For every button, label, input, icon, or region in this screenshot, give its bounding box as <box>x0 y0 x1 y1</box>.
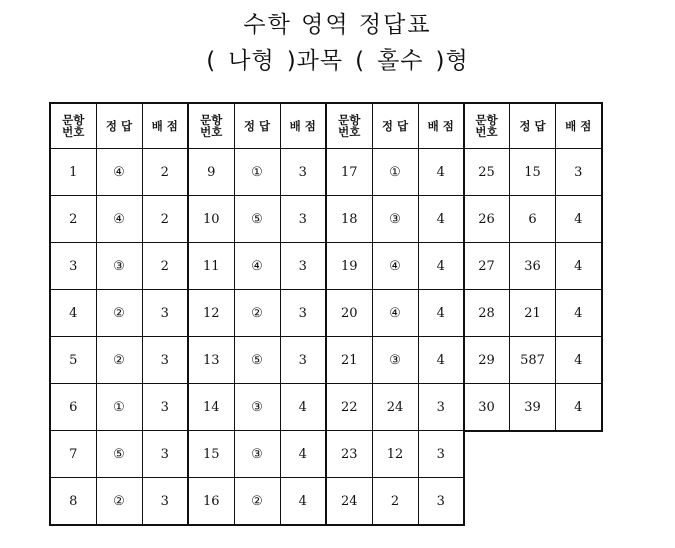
points-cell: 3 <box>280 290 326 337</box>
header-answer: 정 답 <box>372 103 418 149</box>
points-cell: 3 <box>280 196 326 243</box>
table-row <box>50 478 464 526</box>
header-number-label: 문항 번호 <box>200 113 223 139</box>
header-row <box>50 103 464 149</box>
points-cell: 3 <box>280 243 326 290</box>
exam-parity: 홀수 <box>377 48 424 74</box>
answer-cell: ① <box>96 384 142 431</box>
answer-cell: ④ <box>372 290 418 337</box>
points-cell: 3 <box>142 384 188 431</box>
table-row <box>464 337 602 384</box>
answer-cell: ④ <box>234 243 280 290</box>
answer-cell: ① <box>234 149 280 196</box>
answer-cell: ⑤ <box>234 337 280 384</box>
question-number: 25 <box>464 149 510 196</box>
question-number: 24 <box>326 478 372 526</box>
header-answer: 정 답 <box>234 103 280 149</box>
table-row <box>464 384 602 432</box>
points-cell: 2 <box>142 196 188 243</box>
table-row <box>50 243 464 290</box>
header-row <box>464 103 602 149</box>
subtitle-close-paren-type: )형 <box>435 48 469 74</box>
header-answer: 정 답 <box>510 103 556 149</box>
answer-cell: ③ <box>234 384 280 431</box>
answer-cell: 6 <box>510 196 556 243</box>
table-row <box>464 290 602 337</box>
header-number-label: 문항 번호 <box>62 113 85 139</box>
answer-cell: ① <box>372 149 418 196</box>
table-row <box>50 384 464 431</box>
subtitle-close-paren-subject: )과목 <box>286 48 344 74</box>
table-row <box>464 149 602 196</box>
points-cell: 4 <box>280 384 326 431</box>
question-number: 17 <box>326 149 372 196</box>
points-cell: 4 <box>280 478 326 526</box>
question-number: 8 <box>50 478 96 526</box>
question-number: 1 <box>50 149 96 196</box>
answer-cell: 15 <box>510 149 556 196</box>
header-number-label: 문항 번호 <box>338 113 361 139</box>
question-number: 13 <box>188 337 234 384</box>
question-number: 23 <box>326 431 372 478</box>
header-number <box>188 103 234 149</box>
answer-cell: ③ <box>372 196 418 243</box>
question-number: 14 <box>188 384 234 431</box>
points-cell: 3 <box>280 149 326 196</box>
answer-cell: ③ <box>96 243 142 290</box>
points-cell: 3 <box>142 431 188 478</box>
question-number: 15 <box>188 431 234 478</box>
answer-cell: ④ <box>96 149 142 196</box>
question-number: 30 <box>464 384 510 432</box>
points-cell: 3 <box>142 337 188 384</box>
answer-cell: ② <box>96 337 142 384</box>
points-cell: 4 <box>556 337 602 384</box>
points-cell: 3 <box>556 149 602 196</box>
header-points: 배 점 <box>280 103 326 149</box>
question-number: 28 <box>464 290 510 337</box>
table-row <box>50 290 464 337</box>
header-number-label: 문항 번호 <box>475 113 498 139</box>
question-number: 19 <box>326 243 372 290</box>
question-number: 7 <box>50 431 96 478</box>
points-cell: 3 <box>280 337 326 384</box>
question-number: 3 <box>50 243 96 290</box>
answer-cell: ④ <box>96 196 142 243</box>
answer-cell: 587 <box>510 337 556 384</box>
table-row <box>464 196 602 243</box>
page-title: 수학 영역 정답표 <box>243 12 432 38</box>
question-number: 20 <box>326 290 372 337</box>
question-number: 11 <box>188 243 234 290</box>
points-cell: 4 <box>418 149 464 196</box>
question-number: 12 <box>188 290 234 337</box>
question-number: 4 <box>50 290 96 337</box>
subtitle-open-paren-2: ( <box>355 48 366 74</box>
answer-cell: 2 <box>372 478 418 526</box>
answer-cell: ③ <box>372 337 418 384</box>
answer-cell: 21 <box>510 290 556 337</box>
answer-cell: ③ <box>234 431 280 478</box>
answer-cell: ② <box>96 478 142 526</box>
question-number: 16 <box>188 478 234 526</box>
question-number: 10 <box>188 196 234 243</box>
table-row <box>50 431 464 478</box>
table-row <box>50 337 464 384</box>
points-cell: 3 <box>142 478 188 526</box>
answer-cell: ⑤ <box>96 431 142 478</box>
header-number <box>326 103 372 149</box>
question-number: 27 <box>464 243 510 290</box>
points-cell: 3 <box>418 478 464 526</box>
question-number: 6 <box>50 384 96 431</box>
table-row <box>50 196 464 243</box>
answer-cell: ② <box>234 290 280 337</box>
points-cell: 4 <box>556 384 602 432</box>
answer-table-right <box>463 102 603 432</box>
answer-cell: ② <box>96 290 142 337</box>
answer-cell: 36 <box>510 243 556 290</box>
points-cell: 3 <box>142 290 188 337</box>
points-cell: 4 <box>418 196 464 243</box>
points-cell: 4 <box>556 196 602 243</box>
points-cell: 4 <box>418 337 464 384</box>
header-points: 배 점 <box>418 103 464 149</box>
answer-cell: 12 <box>372 431 418 478</box>
points-cell: 4 <box>556 290 602 337</box>
question-number: 22 <box>326 384 372 431</box>
question-number: 9 <box>188 149 234 196</box>
answer-cell: 39 <box>510 384 556 432</box>
header-points: 배 점 <box>556 103 602 149</box>
points-cell: 3 <box>418 431 464 478</box>
answer-cell: ② <box>234 478 280 526</box>
points-cell: 4 <box>418 243 464 290</box>
points-cell: 4 <box>556 243 602 290</box>
answer-cell: ④ <box>372 243 418 290</box>
header-points: 배 점 <box>142 103 188 149</box>
answer-table-left <box>49 102 465 526</box>
points-cell: 4 <box>418 290 464 337</box>
question-number: 29 <box>464 337 510 384</box>
question-number: 5 <box>50 337 96 384</box>
answer-cell: 24 <box>372 384 418 431</box>
question-number: 26 <box>464 196 510 243</box>
points-cell: 2 <box>142 149 188 196</box>
header-number <box>50 103 96 149</box>
subject-type: 나형 <box>228 48 275 74</box>
points-cell: 2 <box>142 243 188 290</box>
question-number: 2 <box>50 196 96 243</box>
table-row <box>50 149 464 196</box>
answer-cell: ⑤ <box>234 196 280 243</box>
question-number: 21 <box>326 337 372 384</box>
points-cell: 3 <box>418 384 464 431</box>
table-row <box>464 243 602 290</box>
question-number: 18 <box>326 196 372 243</box>
subtitle-open-paren: ( <box>206 48 217 74</box>
header-number <box>464 103 510 149</box>
header-answer: 정 답 <box>96 103 142 149</box>
subject-line <box>0 42 675 75</box>
points-cell: 4 <box>280 431 326 478</box>
